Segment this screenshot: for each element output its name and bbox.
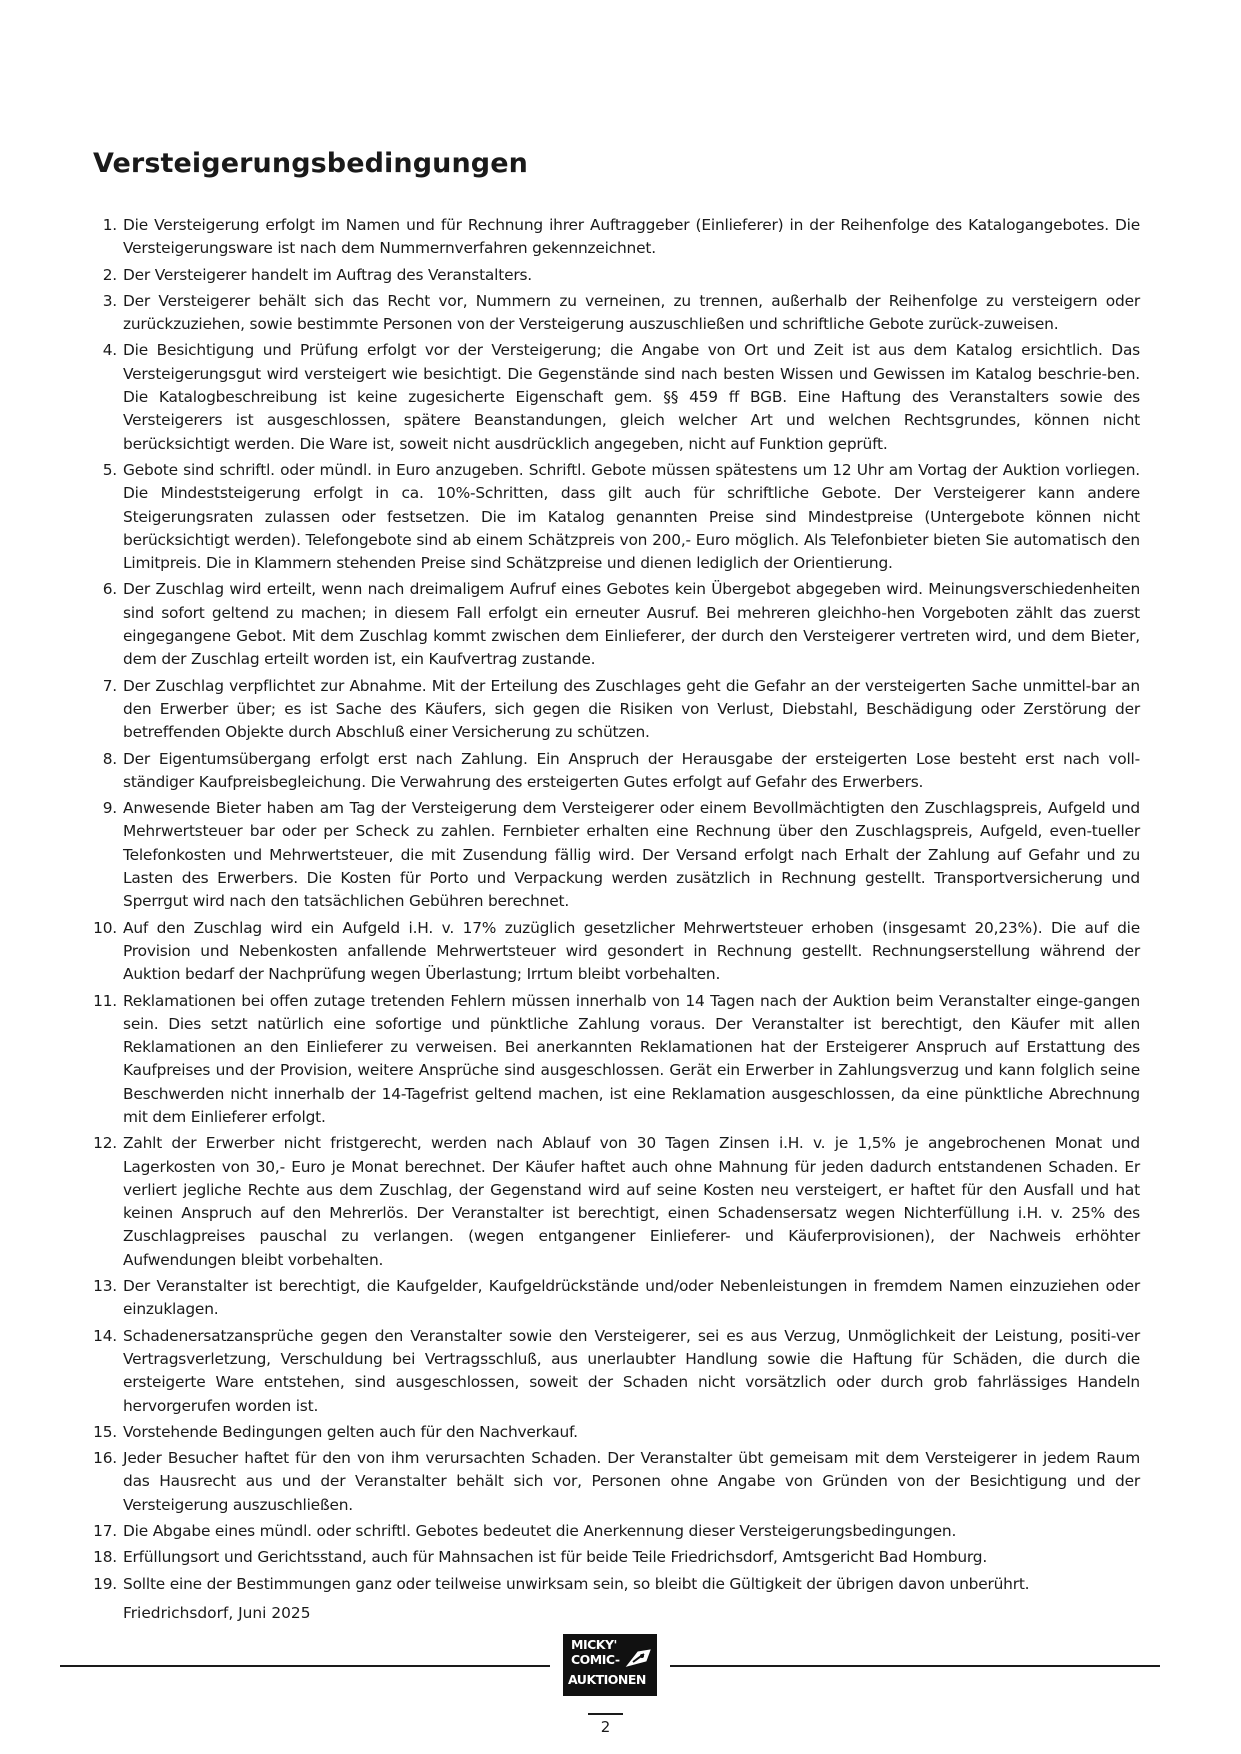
list-item	[86, 1447, 1140, 1517]
term-number: 1.	[102, 216, 117, 234]
term-text: Die Abgabe eines mündl. oder schriftl. Gebotes bedeutet die Anerkennung dieser Versteigerungsbedingungen.	[123, 1522, 957, 1541]
term-text: Reklamationen bei offen zutage tretenden Fehlern müssen innerhalb von 14 Tagen nach der Auktion beim Veranstalter einge-gangen sein. Dies setzt natürlich eine sofortige und pünktliche Zahlung voraus. Der Veranstalter ist berechtigt, den Käufer mit allen Reklamationen an den Einlieferer zu verweisen. Bei anerkannten Reklamationen hat der Ersteigerer Anspruch auf Erstattung des Kaufpreises und der Provision, weitere Ansprüche sind ausgeschlossen. Gerät ein Erwerber in Zahlungsverzug und kann folglich seine Beschwerden nicht innerhalb der 14-Tagefrist geltend machen, ist eine Reklamation ausgeschlossen, da eine pünktliche Abrechnung mit dem Einlieferer erfolgt.	[123, 991, 1140, 1126]
term-number: 10.	[93, 918, 117, 937]
term-number: 9.	[102, 799, 117, 818]
term-text: Anwesende Bieter haben am Tag der Versteigerung dem Versteigerer oder einem Bevollmächtigten den Zuschlagspreis, Aufgeld und Mehrwertsteuer bar oder per Scheck zu zahlen. Fernbieter erhalten eine Rechnung über den Zuschlagspreis, Aufgeld, even-tueller Telefonkosten und Mehrwertsteuer, die mit Zusendung fällig wird. Der Versand erfolgt nach Erhalt der Zahlung auf Gefahr und zu Lasten des Erwerbers. Die Kosten für Porto und Verpackung werden zusätzlich in Rechnung gestellt. Transportversicherung und Sperrgut wird nach den tatsächlichen Gebühren berechnet.	[123, 799, 1140, 911]
term-number: 2.	[102, 265, 117, 284]
term-number: 6.	[102, 580, 117, 599]
term-number: 8.	[102, 749, 117, 768]
term-number: 7.	[102, 676, 117, 695]
logo-text-line: MICKY'	[571, 1637, 617, 1652]
term-number: 5.	[102, 460, 117, 479]
pen-nib-icon	[624, 1646, 652, 1670]
list-item	[86, 1325, 1140, 1418]
list-item	[86, 264, 1140, 287]
term-text: Erfüllungsort und Gerichtsstand, auch für Mahnsachen ist für beide Teile Friedrichsdorf, Amtsgericht Bad Homburg.	[123, 1548, 988, 1567]
list-item	[86, 917, 1140, 987]
term-number: 17.	[93, 1522, 117, 1541]
list-item	[86, 1520, 1140, 1543]
term-number: 15.	[93, 1422, 117, 1441]
list-item	[86, 748, 1140, 795]
term-text: Vorstehende Bedingungen gelten auch für den Nachverkauf.	[123, 1422, 578, 1441]
term-text: Auf den Zuschlag wird ein Aufgeld i.H. v. 17% zuzüglich gesetzlicher Mehrwertsteuer erhoben (insgesamt 20,23%). Die auf die Provision und Nebenkosten anfallende Mehrwertsteuer wird gesondert in Rechnung gestellt. Rechnungserstellung während der Auktion bedarf der Nachprüfung wegen Überlastung; Irrtum bleibt vorbehalten.	[123, 918, 1140, 984]
list-item	[86, 214, 1140, 261]
term-number: 19.	[93, 1574, 117, 1593]
logo-text-line: AUKTIONEN	[568, 1672, 646, 1687]
term-number: 3.	[102, 291, 117, 310]
publisher-logo	[563, 1634, 657, 1696]
term-number: 11.	[93, 991, 117, 1010]
term-text: Schadenersatzansprüche gegen den Veranstalter sowie den Versteigerer, sei es aus Verzug, Unmöglichkeit der Leistung, positi-ver Vertragsverletzung, Verschuldung bei Vertragsschluß, aus unerlaubter Handlung sowie die Haftung für Schäden, die durch die ersteigerte Ware entstehen, sind ausgeschlossen, soweit der Schaden nicht vorsätzlich oder durch grob fahrlässiges Handeln hervorgerufen worden ist.	[123, 1326, 1140, 1415]
list-item	[86, 1132, 1140, 1272]
list-item	[86, 1275, 1140, 1322]
list-item	[86, 459, 1140, 575]
term-text: Die Besichtigung und Prüfung erfolgt vor der Versteigerung; die Angabe von Ort und Zeit ist aus dem Katalog ersichtlich. Das Versteigerungsgut wird versteigert wie besichtigt. Die Gegenstände sind nach besten Wissen und Gewissen im Katalog beschrie-ben. Die Katalogbeschreibung ist keine zugesicherte Eigenschaft gem. §§ 459 ff BGB. Eine Haftung des Veranstalters sowie des Versteigerers ist ausgeschlossen, spätere Beanstandungen, gleich welcher Art und welchen Rechtsgrundes, können nicht berücksichtigt werden. Die Ware ist, soweit nicht ausdrücklich angegeben, nicht auf Funktion geprüft.	[123, 341, 1140, 453]
list-item	[86, 1573, 1140, 1596]
list-item	[86, 1546, 1140, 1569]
term-text: Der Eigentumsübergang erfolgt erst nach Zahlung. Ein Anspruch der Herausgabe der ersteigerten Lose besteht erst nach voll-ständiger Kaufpreisbegleichung. Die Verwahrung des ersteigerten Gutes erfolgt auf Gefahr des Erwerbers.	[123, 749, 1140, 791]
terms-list	[86, 214, 1140, 1599]
term-text: Sollte eine der Bestimmungen ganz oder teilweise unwirksam sein, so bleibt die Gültigkeit der übrigen davon unberührt.	[123, 1574, 1030, 1593]
term-text: Der Versteigerer handelt im Auftrag des Veranstalters.	[123, 265, 532, 284]
list-item	[86, 339, 1140, 455]
term-number: 4.	[102, 341, 117, 360]
term-text: Zahlt der Erwerber nicht fristgerecht, werden nach Ablauf von 30 Tagen Zinsen i.H. v. je 1,5% je angebrochenen Monat und Lagerkosten von 30,- Euro je Monat berechnet. Der Käufer haftet auch ohne Mahnung für jeden dadurch entstandenen Schaden. Er verliert jegliche Rechte aus dem Zuschlag, der Gegenstand wird auf seine Kosten neu versteigert, er haftet für den Ausfall und hat keinen Anspruch auf den Mehrerlös. Der Veranstalter ist berechtigt, einen Schadensersatz wegen Nichterfüllung i.H. v. 25% des Zuschlagpreises pauschal zu verlangen. (wegen entgangener Einlieferer- und Käuferprovisionen), der Nachweis erhöhter Aufwendungen bleibt vorbehalten.	[123, 1134, 1140, 1269]
page-title: Versteigerungsbedingungen	[93, 148, 528, 179]
term-text: Der Zuschlag wird erteilt, wenn nach dreimaligem Aufruf eines Gebotes kein Übergebot abgegeben wird. Meinungsverschiedenheiten sind sofort geltend zu machen; in diesem Fall erfolgt ein erneuter Ausruf. Bei mehreren gleichho-hen Vorgeboten zählt das zuerst eingegangene Gebot. Mit dem Zuschlag kommt zwischen dem Einlieferer, der durch den Versteigerer vertreten wird, und dem Bieter, dem der Zuschlag erteilt worden ist, ein Kaufvertrag zustande.	[123, 580, 1140, 669]
term-text: Gebote sind schriftl. oder mündl. in Euro anzugeben. Schriftl. Gebote müssen spätestens um 12 Uhr am Vortag der Auktion vorliegen. Die Mindeststeigerung erfolgt in ca. 10%-Schritten, dass gilt auch für schriftliche Gebote. Der Versteigerer kann andere Steigerungsraten zulassen oder festsetzen. Die im Katalog genannten Preise sind Mindestpreise (Untergebote können nicht berücksichtigt werden). Telefongebote sind ab einem Schätzpreis von 200,- Euro möglich. Als Telefonbieter bieten Sie automatisch den Limitpreis. Die in Klammern stehenden Preise sind Schätzpreise und dienen lediglich der Orientierung.	[123, 460, 1140, 573]
page-number-divider	[588, 1713, 623, 1715]
term-text: Der Versteigerer behält sich das Recht vor, Nummern zu verneinen, zu trennen, außerhalb der Reihenfolge zu versteigern oder zurückzuziehen, sowie bestimmte Personen von der Versteigerung auszuschließen und schriftliche Gebote zurück-zuweisen.	[123, 291, 1140, 334]
term-text: Der Zuschlag verpflichtet zur Abnahme. Mit der Erteilung des Zuschlages geht die Gefahr an der versteigerten Sache unmittel-bar an den Erwerber über; es ist Sache des Käufers, sich gegen die Risiken von Verlust, Diebstahl, Beschädigung oder Zerstörung der betreffenden Objekte durch Abschluß einer Versicherung zu schützen.	[123, 676, 1140, 742]
list-item	[86, 797, 1140, 913]
term-number: 16.	[93, 1449, 117, 1468]
list-item	[86, 675, 1140, 745]
footer-divider-left	[60, 1665, 550, 1667]
term-text: Jeder Besucher haftet für den von ihm verursachten Schaden. Der Veranstalter übt gemeisam mit dem Versteigerer in jedem Raum das Hausrecht aus und der Veranstalter behält sich vor, Personen ohne Angabe von Gründen von der Besichtigung und der Versteigerung auszuschließen.	[123, 1449, 1140, 1514]
page-number: 2	[600, 1718, 611, 1736]
term-number: 14.	[93, 1326, 117, 1345]
place-and-date: Friedrichsdorf, Juni 2025	[123, 1604, 311, 1622]
list-item	[86, 578, 1140, 671]
footer-divider-right	[670, 1665, 1160, 1667]
term-number: 12.	[93, 1134, 117, 1153]
term-number: 13.	[93, 1277, 117, 1296]
term-number: 18.	[93, 1548, 117, 1567]
term-text: Die Versteigerung erfolgt im Namen und für Rechnung ihrer Auftraggeber (Einlieferer) in der Reihenfolge des Katalogangebotes. Die Versteigerungsware ist nach dem Nummernverfahren gekennzeichnet.	[123, 216, 1140, 258]
list-item	[86, 990, 1140, 1130]
logo-text-line: COMIC-	[571, 1652, 620, 1667]
list-item	[86, 1421, 1140, 1444]
term-text: Der Veranstalter ist berechtigt, die Kaufgelder, Kaufgeldrückstände und/oder Nebenleistungen in fremdem Namen einzuziehen oder einzuklagen.	[123, 1277, 1140, 1319]
list-item	[86, 290, 1140, 337]
